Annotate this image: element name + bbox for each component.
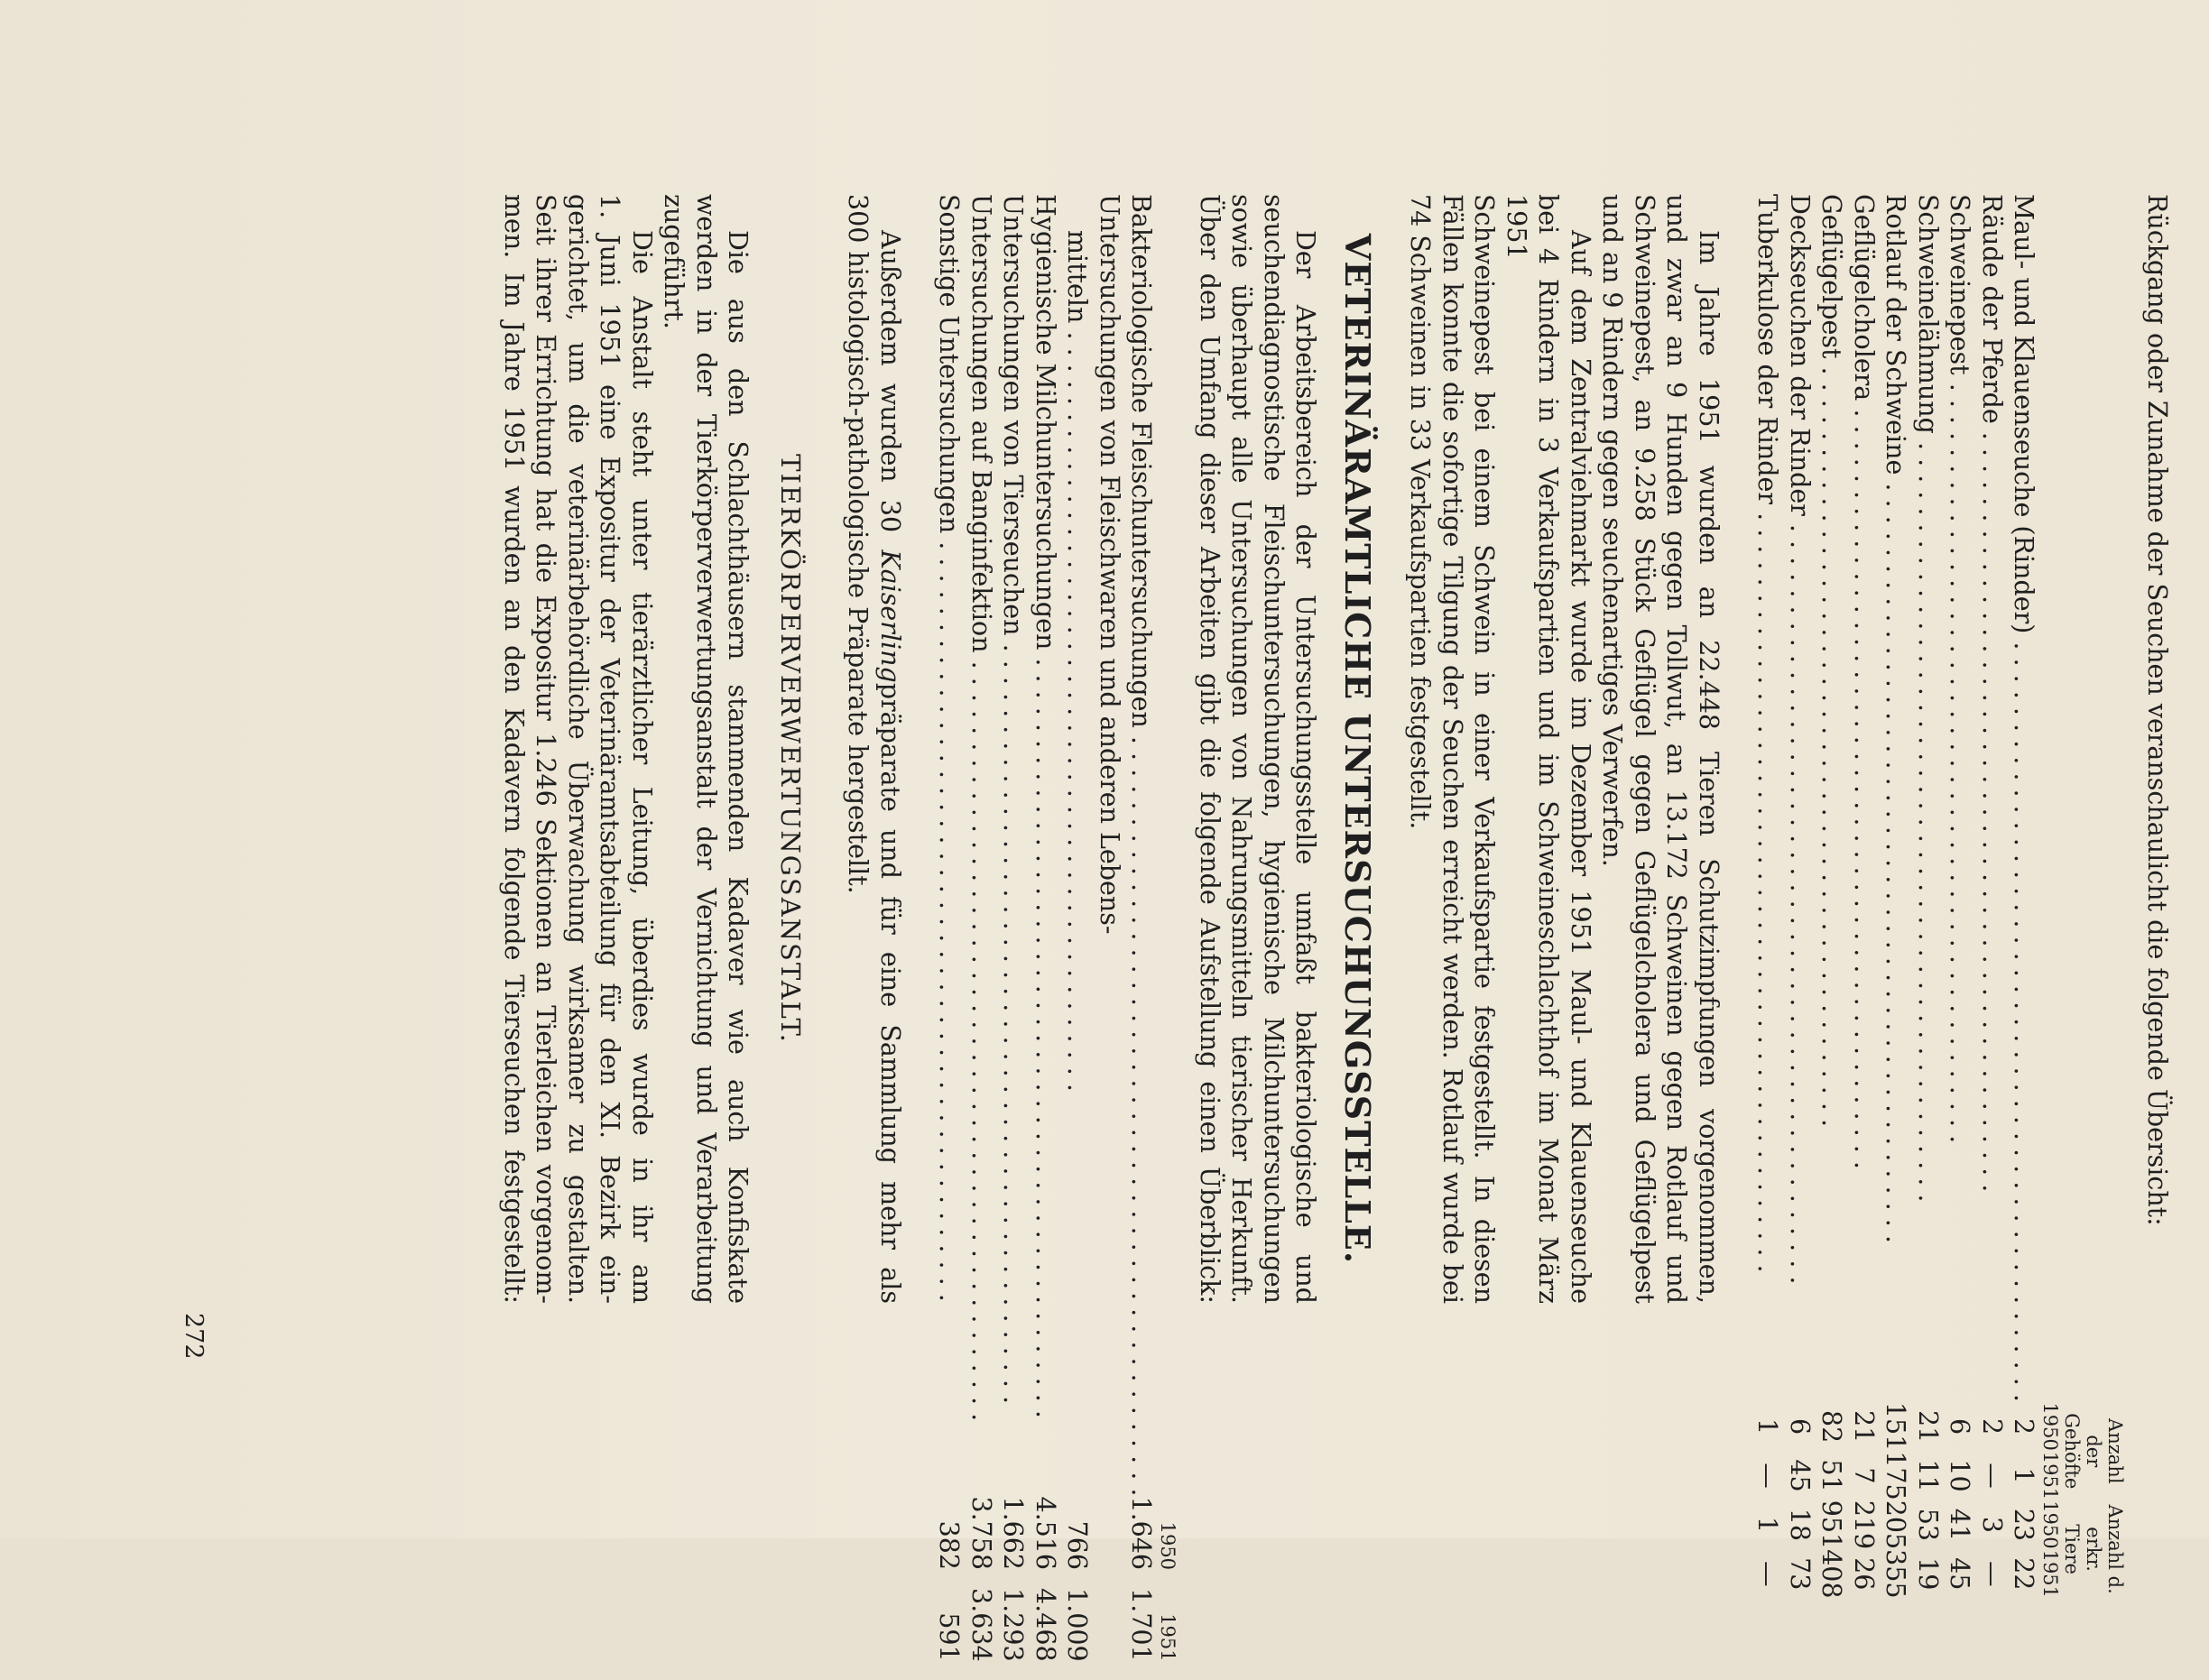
table-cell: 4.516 bbox=[1031, 1496, 1060, 1571]
row-label: Sonstige Untersuchungen bbox=[934, 194, 965, 534]
table-row bbox=[1030, 194, 1062, 1680]
year-header: 1950 bbox=[1157, 1521, 1179, 1571]
table-cell: 1.662 bbox=[998, 1496, 1029, 1571]
text-line: Schweinepest bei einem Schwein in einer Verkaufspartie festgestellt. In diesen bbox=[1469, 194, 1500, 1304]
table-cell: 2 bbox=[1977, 1418, 2007, 1435]
table-cell: 219 bbox=[1849, 1500, 1879, 1550]
table-cell: 51 bbox=[1816, 1459, 1847, 1492]
table-cell: 175 bbox=[1881, 1451, 1911, 1500]
intro-sentence: Rückgang oder Zunahme der Seuchen veranschaulicht die folgende Übersicht: bbox=[2142, 194, 2172, 1226]
text-fragment: Außerdem wurden 30 bbox=[875, 230, 905, 533]
table-cell bbox=[1094, 1496, 1126, 1588]
leader-dots bbox=[1063, 323, 1093, 1092]
table-cell: 82 bbox=[1816, 1409, 1847, 1444]
text-line: Im Jahre 1951 wurden an 22.448 Tieren Schutzimpfungen vorgenommen, bbox=[1694, 230, 1724, 1304]
row-label: Schweinelähmung bbox=[1913, 194, 1943, 434]
paragraph-ausserdem bbox=[842, 194, 906, 1304]
row-label: Rotlauf der Schweine bbox=[1881, 194, 1911, 475]
table-cell: 11 bbox=[1913, 1459, 1943, 1492]
table-row bbox=[2008, 194, 2040, 1599]
table-cell: 1.646 bbox=[1126, 1496, 1157, 1571]
text-line: Der Arbeitsbereich der Untersuchungsstelle umfaßt bakteriologische und bbox=[1290, 230, 1321, 1304]
table-cell: — bbox=[1977, 1463, 2007, 1489]
table-cell: 73 bbox=[1785, 1557, 1815, 1591]
text-line: zugeführt. bbox=[659, 194, 689, 329]
table-cell: 382 bbox=[934, 1520, 965, 1571]
section-heading-tierkoerper: TIERKÖRPERVERWERTUNGSANSTALT. bbox=[775, 454, 806, 1044]
year-header: 1951 bbox=[1157, 1613, 1179, 1662]
row-label: Maul- und Klauenseuche (Rinder) bbox=[2009, 194, 2039, 634]
text-line: sowie überhaupt alle Untersuchungen von Nahrungsmitteln tierischer Herkunft. bbox=[1226, 194, 1257, 1304]
text-line: gerichtet, um die veterinärbehördliche Überwachung wirksamer zu gestalten. bbox=[563, 194, 593, 1304]
table-row bbox=[1976, 194, 2009, 1599]
untersuchungen-year-header bbox=[1158, 194, 1179, 1680]
row-label: Untersuchungen von Tierseuchen bbox=[998, 194, 1029, 636]
table-cell: 21 bbox=[1913, 1409, 1943, 1444]
row-label: Deckseuchen der Rinder bbox=[1785, 194, 1815, 516]
text-line: bei 4 Rindern in 3 Verkaufspartien und im Schweineschlachthof im Monat März 1951 bbox=[1502, 194, 1564, 1304]
text-line: seuchendiagnostische Fleischuntersuchungen, hygienische Milchuntersuchungen bbox=[1259, 194, 1289, 1304]
table-cell: 1 bbox=[2009, 1467, 2039, 1484]
row-label: mitteln bbox=[1062, 230, 1093, 324]
leader-dots bbox=[1881, 475, 1911, 1243]
text-line: werden in der Tierkörperverwertungsanstalt der Vernichtung und Verarbeitung bbox=[691, 194, 721, 1304]
text-line: Über den Umfang dieser Arbeiten gibt die folgende Aufstellung einen Überblick: bbox=[1195, 194, 1225, 1304]
table-cell: 355 bbox=[1881, 1549, 1911, 1599]
table-cell: 151 bbox=[1881, 1401, 1911, 1452]
table-cell: 18 bbox=[1785, 1508, 1815, 1542]
year-header: 1951 bbox=[2039, 1549, 2062, 1599]
row-label: Untersuchungen von Fleischwaren und anderen Lebens- bbox=[1095, 194, 1124, 935]
row-label: Räude der Pferde bbox=[1977, 194, 2007, 424]
table-cell: 1 bbox=[1752, 1516, 1783, 1533]
table-cell: 3 bbox=[1977, 1516, 2007, 1533]
row-label: Hygienische Milchuntersuchungen bbox=[1031, 194, 1060, 651]
row-label: Tuberkulose der Rinder bbox=[1752, 194, 1783, 505]
seuchen-table-group-header bbox=[2062, 194, 2127, 1599]
table-cell: 21 bbox=[1849, 1409, 1879, 1444]
text-fragment: präparate und für eine Sammlung mehr als bbox=[875, 682, 905, 1305]
text-line: Auf dem Zentralviehmarkt wurde im Dezember 1951 Maul- und Klauenseuche bbox=[1566, 230, 1595, 1304]
table-cell: 6 bbox=[1785, 1418, 1815, 1435]
table-cell: 205 bbox=[1881, 1500, 1911, 1550]
leader-dots bbox=[1946, 375, 1975, 1144]
table-row bbox=[1944, 194, 1976, 1599]
year-header: 1950 bbox=[2039, 1402, 2062, 1451]
header-erkrankte-tiere: Anzahl d. erkr. Tiere bbox=[2061, 1504, 2127, 1594]
table-cell: 7 bbox=[1849, 1467, 1879, 1484]
text-line: Seit ihrer Errichtung hat die Expositur 1.246 Sektionen an Tierleichen vorgenom- bbox=[531, 194, 561, 1304]
row-label: Bakteriologische Fleischuntersuchungen bbox=[1126, 194, 1157, 728]
untersuchungen-table bbox=[933, 194, 1179, 1680]
paragraph-zentralviehmarkt bbox=[1404, 194, 1596, 1304]
leader-dots bbox=[1977, 424, 2007, 1193]
table-cell: 23 bbox=[2009, 1508, 2039, 1542]
text-line: und an 9 Rindern gegen seuchenartiges Verwerfen. bbox=[1597, 194, 1628, 867]
text-line: Die aus den Schlachthäusern stammenden Kadaver wie auch Konfiskate bbox=[723, 230, 753, 1304]
text-line: Fällen konnte die sofortige Tilgung der Seuchen erreicht werden. Rotlauf wurde bei bbox=[1437, 194, 1467, 1304]
text-column bbox=[498, 194, 2174, 1662]
table-cell: 1.701 bbox=[1126, 1588, 1157, 1662]
table-cell: 408 bbox=[1816, 1549, 1847, 1599]
table-cell: — bbox=[1977, 1561, 2007, 1587]
leader-dots bbox=[999, 636, 1029, 1405]
leader-dots bbox=[966, 653, 996, 1422]
leader-dots bbox=[1127, 728, 1157, 1497]
leader-dots bbox=[1753, 504, 1783, 1273]
table-cell: 766 bbox=[1062, 1520, 1093, 1571]
paragraph-arbeitsbereich bbox=[1194, 194, 1322, 1304]
table-row bbox=[966, 194, 998, 1680]
leader-dots bbox=[2010, 633, 2039, 1402]
page-number: 272 bbox=[180, 1313, 208, 1360]
text-line: Schweinepest, an 9.258 Stück Geflügel gegen Geflügelcholera und Geflügelpest bbox=[1630, 194, 1659, 1304]
table-cell: 10 bbox=[1945, 1459, 1975, 1492]
seuchen-table bbox=[1751, 194, 2127, 1599]
row-label: Geflügelcholera bbox=[1849, 194, 1879, 402]
row-label: Schweinepest bbox=[1945, 194, 1975, 375]
table-cell: 1.009 bbox=[1062, 1588, 1093, 1662]
table-row bbox=[1061, 194, 1094, 1680]
text-line bbox=[874, 194, 907, 1304]
seuchen-table-year-header bbox=[2040, 194, 2062, 1599]
header-gehoefte: Anzahl der Gehöfte bbox=[2061, 1413, 2127, 1490]
text-line: 74 Schweinen in 33 Verkaufspartien festgestellt. bbox=[1405, 194, 1436, 830]
leader-dots bbox=[1817, 358, 1847, 1127]
table-row bbox=[1912, 194, 1945, 1599]
table-row bbox=[1880, 194, 1912, 1599]
leader-dots bbox=[935, 533, 965, 1302]
text-line: men. Im Jahre 1951 wurden an den Kadavern folgende Tierseuchen festgestellt: bbox=[499, 194, 529, 1304]
table-cell: 3.758 bbox=[966, 1496, 996, 1571]
section-heading-veterinaer: VETERINÄRAMTLICHE UNTERSUCHUNGSSTELLE. bbox=[1337, 233, 1378, 1265]
table-cell: 22 bbox=[2009, 1557, 2039, 1591]
table-cell: 3.634 bbox=[966, 1588, 996, 1662]
table-cell bbox=[1094, 1588, 1126, 1680]
table-cell: 19 bbox=[1913, 1557, 1943, 1591]
leader-dots bbox=[1913, 434, 1943, 1203]
table-row bbox=[1848, 194, 1881, 1599]
table-cell: 6 bbox=[1945, 1418, 1975, 1435]
table-row bbox=[1094, 194, 1126, 1680]
year-header: 1950 bbox=[2039, 1500, 2062, 1549]
table-row bbox=[1125, 194, 1158, 1680]
table-cell: 1.293 bbox=[998, 1588, 1029, 1662]
table-cell: — bbox=[1752, 1561, 1783, 1587]
table-row bbox=[1751, 194, 1784, 1599]
table-row bbox=[1784, 194, 1816, 1599]
table-cell: 2 bbox=[2009, 1418, 2039, 1435]
text-line: Die Anstalt steht unter tierärztlicher Leitung, überdies wurde in ihr am bbox=[627, 230, 657, 1304]
leader-dots bbox=[1031, 650, 1060, 1418]
paragraph-anstalt bbox=[498, 194, 659, 1304]
table-cell: 591 bbox=[934, 1612, 965, 1662]
table-row bbox=[1816, 194, 1848, 1599]
table-cell: 41 bbox=[1945, 1508, 1975, 1542]
row-label: Untersuchungen auf Banginfektion bbox=[966, 194, 996, 653]
paragraph-impfung bbox=[1596, 194, 1724, 1304]
year-header: 1951 bbox=[2039, 1451, 2062, 1500]
table-cell: 53 bbox=[1913, 1508, 1943, 1542]
table-row bbox=[933, 194, 966, 1680]
table-cell: 26 bbox=[1849, 1557, 1879, 1591]
table-cell: 951 bbox=[1816, 1500, 1847, 1550]
table-cell: 1 bbox=[1752, 1418, 1783, 1435]
table-cell: 4.468 bbox=[1031, 1588, 1060, 1662]
text-line: 300 histologisch-pathologische Präparate hergestellt. bbox=[843, 194, 873, 894]
leader-dots bbox=[1849, 401, 1879, 1169]
row-label: Geflügelpest bbox=[1816, 194, 1847, 359]
table-cell: — bbox=[1752, 1463, 1783, 1489]
text-line: und zwar an 9 Hunden gegen Tollwut, an 13.172 Schweinen gegen Rotlauf und bbox=[1661, 194, 1692, 1304]
table-row bbox=[997, 194, 1030, 1680]
text-line: 1. Juni 1951 eine Expositur der Veterinäramtsabteilung für den XI. Bezirk ein- bbox=[595, 194, 625, 1304]
leader-dots bbox=[1785, 516, 1815, 1285]
italic-term: Kaiserling bbox=[875, 549, 905, 683]
paragraph-kadaver bbox=[658, 194, 754, 1304]
table-cell: 45 bbox=[1785, 1459, 1815, 1492]
table-cell: 45 bbox=[1945, 1557, 1975, 1591]
